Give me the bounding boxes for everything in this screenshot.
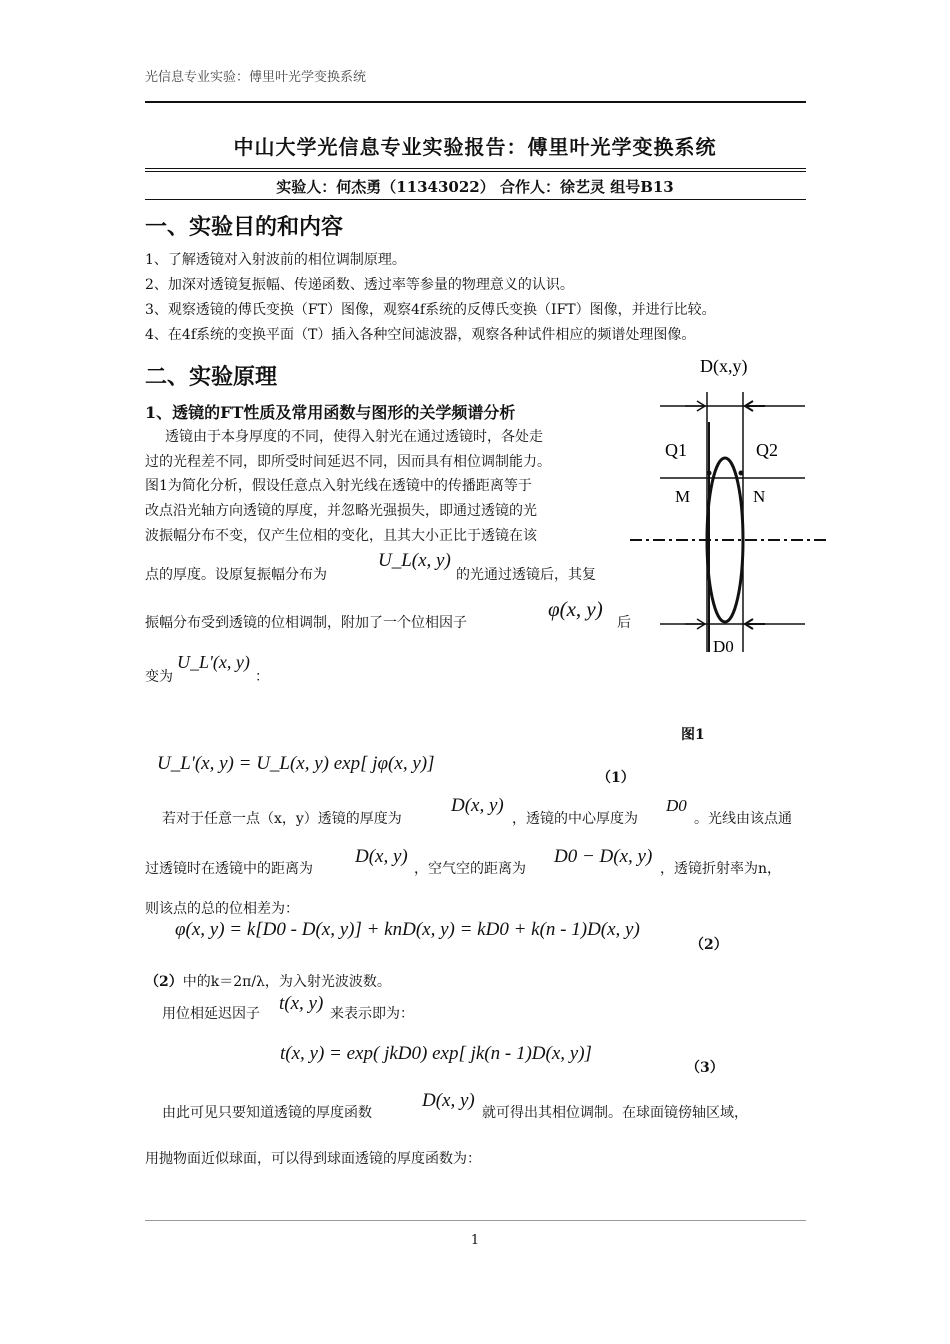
title-rule-top [145, 168, 806, 169]
page-number: 1 [470, 1233, 480, 1248]
objective-item: 3、观察透镜的傅氏变换（FT）图像，观察4f系统的反傅氏变换（IFT）图像，并进行比较。 [145, 302, 716, 318]
subsection-heading: 1、透镜的FT性质及常用函数与图形的关学频谱分析 [145, 403, 516, 422]
paragraph-line: 后 [617, 615, 631, 631]
figure-label-d0: D0 [713, 637, 734, 656]
math-phi: φ(x, y) [548, 597, 603, 621]
paragraph-line: 的光通过透镜后，其复 [456, 567, 596, 583]
objective-item: 1、了解透镜对入射波前的相位调制原理。 [145, 252, 406, 268]
header-rule [145, 101, 806, 103]
equation-number-3: （3） [686, 1060, 724, 1076]
figure-label-dxy: D(x,y) [700, 356, 748, 376]
math-Dxy: D(x, y) [355, 846, 408, 867]
paragraph-line: 振幅分布受到透镜的位相调制，附加了一个位相因子 [145, 615, 467, 631]
equation-number-1: （1） [597, 770, 635, 786]
paragraph-line: 变为 [145, 669, 173, 685]
paragraph-line: 若对于任意一点（x，y）透镜的厚度为 [162, 811, 402, 827]
paragraph-line: ，空气空的距离为 [414, 861, 526, 877]
equation-2: φ(x, y) = k[D0 - D(x, y)] + knD(x, y) = kD0 + k(n - 1)D(x, y) [175, 919, 640, 940]
authors-rule [145, 199, 806, 200]
paragraph-line: 点的厚度。设原复振幅分布为 [145, 567, 327, 583]
paragraph-line: 。光线由该点通 [694, 811, 792, 827]
paragraph-line: 用位相延迟因子 [162, 1006, 260, 1022]
footer-rule [145, 1220, 806, 1221]
paragraph-line: 波振幅分布不变，仅产生位相的变化，且其大小正比于透镜在该 [145, 528, 537, 544]
paragraph-line: ： [255, 669, 269, 685]
title-rule-bottom [145, 171, 806, 172]
equation-1: U_L'(x, y) = U_L(x, y) exp[ jφ(x, y)] [157, 753, 435, 774]
paragraph-line [145, 972, 391, 992]
paragraph-line: 过的光程差不同，即所受时间延迟不同，因而具有相位调制能力。 [145, 454, 551, 470]
paragraph-line: 透镜由于本身厚度的不同，使得入射光在通过透镜时，各处走 [165, 429, 543, 445]
paragraph-text: 中的k＝2π/λ，为入射光波波数。 [182, 974, 391, 990]
paragraph-line: 来表示即为： [330, 1006, 414, 1022]
running-header: 光信息专业实验：傅里叶光学变换系统 [145, 70, 367, 85]
math-Dxy: D(x, y) [422, 1090, 475, 1111]
math-Dxy: D(x, y) [451, 795, 504, 816]
paragraph-line: 则该点的总的位相差为： [145, 901, 299, 917]
figure-label-n: N [753, 487, 766, 506]
objective-item: 2、加深对透镜复振幅、传递函数、透过率等参量的物理意义的认识。 [145, 277, 574, 293]
math-UL: U_L(x, y) [378, 550, 451, 571]
figure-label-q1: Q1 [665, 440, 687, 460]
equation-number-2: （2） [690, 937, 728, 953]
paragraph-line: 过透镜时在透镜中的距离为 [145, 861, 313, 877]
paragraph-line: 由此可见只要知道透镜的厚度函数 [162, 1105, 372, 1121]
figure-label-q2: Q2 [756, 440, 778, 460]
math-D0: D0 [666, 796, 687, 815]
authors-line: 实验人：何杰勇（11343022） 合作人：徐艺灵 组号B13 [276, 178, 674, 196]
objective-item: 4、在4f系统的变换平面（T）插入各种空间滤波器，观察各种试件相应的频谱处理图像。 [145, 327, 696, 343]
figure-label-m: M [675, 487, 691, 506]
paragraph-line: 图1为简化分析，假设任意点入射光线在透镜中的传播距离等于 [145, 478, 532, 494]
paragraph-line: ，透镜的中心厚度为 [512, 811, 638, 827]
document-title: 中山大学光信息专业实验报告：傅里叶光学变换系统 [233, 135, 717, 159]
section2-heading: 二、实验原理 [145, 365, 278, 390]
paragraph-line: 用抛物面近似球面，可以得到球面透镜的厚度函数为： [145, 1151, 481, 1167]
equation-ref: （2） [145, 974, 183, 990]
paragraph-line: 就可得出其相位调制。在球面镜傍轴区域， [482, 1105, 748, 1121]
figure-caption: 图1 [681, 727, 705, 743]
math-txy: t(x, y) [279, 993, 324, 1014]
math-D0-minus-Dxy: D0 − D(x, y) [554, 846, 653, 867]
lens-diagram [625, 352, 835, 664]
math-UL-prime: U_L'(x, y) [177, 652, 250, 672]
paragraph-line: 改点沿光轴方向透镜的厚度，并忽略光强损失，即通过透镜的光 [145, 503, 537, 519]
section1-heading: 一、实验目的和内容 [145, 215, 344, 240]
equation-3: t(x, y) = exp( jkD0) exp[ jk(n - 1)D(x, y)] [280, 1043, 592, 1064]
paragraph-line: ，透镜折射率为n， [660, 861, 782, 877]
